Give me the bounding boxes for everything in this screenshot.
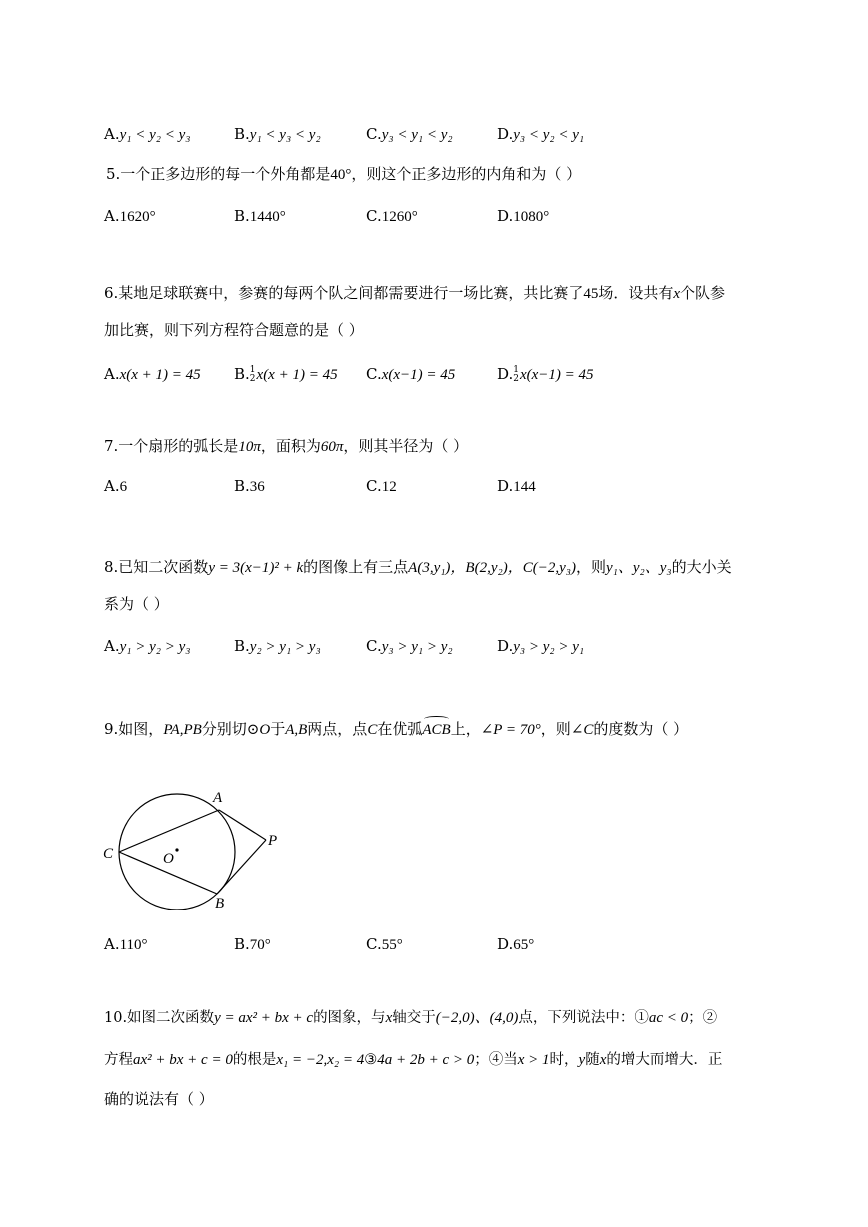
circled-two: ② xyxy=(702,1010,718,1026)
q5-option-b: B.1440° xyxy=(234,207,286,225)
q7-option-c: C.12 xyxy=(366,477,397,495)
q4-option-b: B.y₁ < y₃ < y₂ xyxy=(234,125,321,143)
tangent-pa xyxy=(219,810,266,840)
q10-stem-line2: 方程ax² + bx + c = 0的根是x₁ = −2,x₂ = 4③4a + 2b + c > 0；④当x > 1时，y随x的增大而增大．正 xyxy=(104,1052,723,1068)
q9-stem: 9.如图，PA,PB分别切⊙O于A,B两点，点C在优弧 ACB上，∠P = 70°，则∠C的度数为（ ） xyxy=(104,719,688,740)
q4-option-c: C.y₃ < y₁ < y₂ xyxy=(366,125,453,143)
q10-stem-line3: 确的说法有（ ） xyxy=(104,1090,214,1108)
q7-option-d: D.144 xyxy=(497,477,536,495)
q8-stem-line1: 8.已知二次函数y = 3(x−1)² + k的图像上有三点A(3,y₁)，B(2,y₂)，C(−2,y₃)，则y₁、y₂、y₃的大小关 xyxy=(104,558,732,576)
label-o: O xyxy=(163,851,174,867)
q4-option-d: D.y₃ < y₂ < y₁ xyxy=(497,125,585,143)
q8-stem-line2: 系为（ ） xyxy=(104,595,169,613)
q9-option-d: D.65° xyxy=(497,935,535,953)
q8-option-b: B.y₂ > y₁ > y₃ xyxy=(234,637,321,655)
circled-four: ④ xyxy=(488,1052,504,1068)
q8-option-c: C.y₃ > y₁ > y₂ xyxy=(366,637,453,655)
q7-option-b: B.36 xyxy=(234,477,265,495)
label-a: A xyxy=(213,790,223,806)
q6-option-c: C.x(x−1) = 45 xyxy=(366,365,456,383)
q8-option-a: A.y₁ > y₂ > y₃ xyxy=(104,637,191,655)
q5-option-d: D.1080° xyxy=(497,207,550,225)
q6-option-a: A.x(x + 1) = 45 xyxy=(104,365,201,383)
q7-stem: 7.一个扇形的弧长是10π，面积为60π，则其半径为（ ） xyxy=(104,437,469,455)
label-c: C xyxy=(103,846,114,862)
label-b: B xyxy=(215,896,225,910)
arc-acb: ACB xyxy=(422,722,450,738)
tangent-pb xyxy=(217,840,266,894)
center-point xyxy=(175,848,178,851)
q6-option-b: B. 1 2 x(x + 1) = 45 xyxy=(234,365,338,384)
q10-stem-line1: 10.如图二次函数y = ax² + bx + c的图象，与x轴交于(−2,0)、(4,0)点，下列说法中：①ac < 0；② xyxy=(104,1010,718,1026)
q8-option-d: D.y₃ > y₂ > y₁ xyxy=(497,637,585,655)
q5-option-a: A.1620° xyxy=(104,207,156,225)
circled-three: ③ xyxy=(364,1052,378,1068)
q9-option-a: A.110° xyxy=(104,935,148,953)
q6-option-d: D. 1 2 x(x−1) = 45 xyxy=(497,365,594,384)
q6-stem-line2: 加比赛，则下列方程符合题意的是（ ） xyxy=(104,321,364,339)
q9-option-c: C.55° xyxy=(366,935,403,953)
q6-stem-line1: 6.某地足球联赛中，参赛的每两个队之间都需要进行一场比赛，共比赛了45场．设共有x个队参 xyxy=(104,284,726,302)
q9-option-b: B.70° xyxy=(234,935,271,953)
circled-one: ① xyxy=(634,1010,649,1026)
label-p: P xyxy=(268,833,278,849)
circle-tangent-figure xyxy=(100,780,300,910)
q5-stem: 5.一个正多边形的每一个外角都是40°，则这个正多边形的内角和为（ ） xyxy=(106,165,582,183)
segment-ca xyxy=(119,810,219,852)
q4-option-a: A.y₁ < y₂ < y₃ xyxy=(104,125,191,143)
q5-option-c: C.1260° xyxy=(366,207,418,225)
q7-option-a: A.6 xyxy=(104,477,128,495)
